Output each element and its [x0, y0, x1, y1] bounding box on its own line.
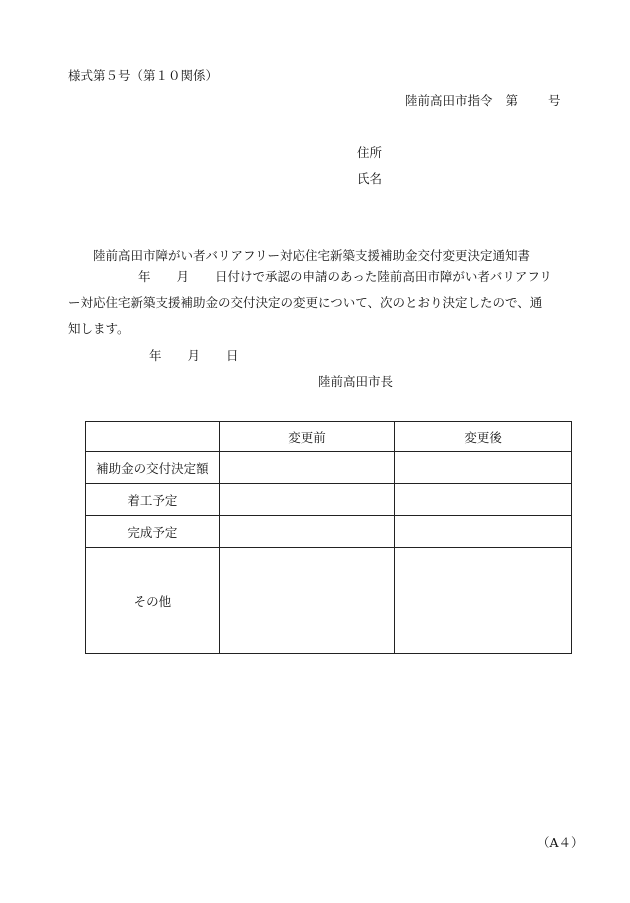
row-label: その他 [86, 548, 220, 654]
header-cell-blank [86, 422, 220, 452]
cell-before[interactable] [219, 548, 395, 654]
reference-dai: 第 [505, 93, 519, 108]
table-row-other [86, 548, 572, 654]
cell-before[interactable] [219, 516, 395, 548]
header-cell-before: 変更前 [219, 422, 395, 452]
form-number: 様式第５号（第１０関係） [68, 68, 219, 83]
row-label: 完成予定 [86, 516, 220, 548]
body-line-1-text: 日付けで承認の申請のあった陸前高田市障がい者バリアフリ [215, 269, 552, 284]
body-year: 年 [138, 269, 151, 284]
table-row-completion-date [86, 516, 572, 548]
date-month: 月 [187, 348, 201, 363]
body-month: 月 [176, 269, 190, 284]
address-label: 住所 [357, 145, 383, 160]
reference-number [405, 95, 561, 108]
signatory: 陸前高田市長 [318, 374, 394, 389]
issue-date [149, 350, 239, 363]
row-label: 補助金の交付決定額 [86, 452, 220, 484]
change-table [85, 421, 572, 654]
body-line-3: 知します。 [68, 321, 130, 336]
cell-after[interactable] [395, 516, 572, 548]
name-label: 氏名 [357, 171, 383, 186]
paper-size-label: （A４） [537, 835, 584, 850]
body-line-2: ー対応住宅新築支援補助金の交付決定の変更について、次のとおり決定したので、通 [68, 295, 543, 310]
cell-before[interactable] [219, 452, 395, 484]
body-paragraph [68, 264, 583, 342]
cell-before[interactable] [219, 484, 395, 516]
cell-after[interactable] [395, 452, 572, 484]
document-title: 陸前高田市障がい者バリアフリー対応住宅新築支援補助金交付変更決定通知書 [93, 248, 531, 263]
date-day: 日 [226, 348, 239, 363]
row-label: 着工予定 [86, 484, 220, 516]
table-row-subsidy-amount [86, 452, 572, 484]
header-cell-after: 変更後 [395, 422, 572, 452]
reference-go: 号 [548, 93, 561, 108]
cell-after[interactable] [395, 484, 572, 516]
reference-issuer: 陸前高田市指令 [405, 93, 493, 108]
date-year: 年 [149, 348, 162, 363]
cell-after[interactable] [395, 548, 572, 654]
table-header-row [86, 422, 572, 452]
table-row-start-date [86, 484, 572, 516]
body-line-1 [68, 264, 583, 290]
